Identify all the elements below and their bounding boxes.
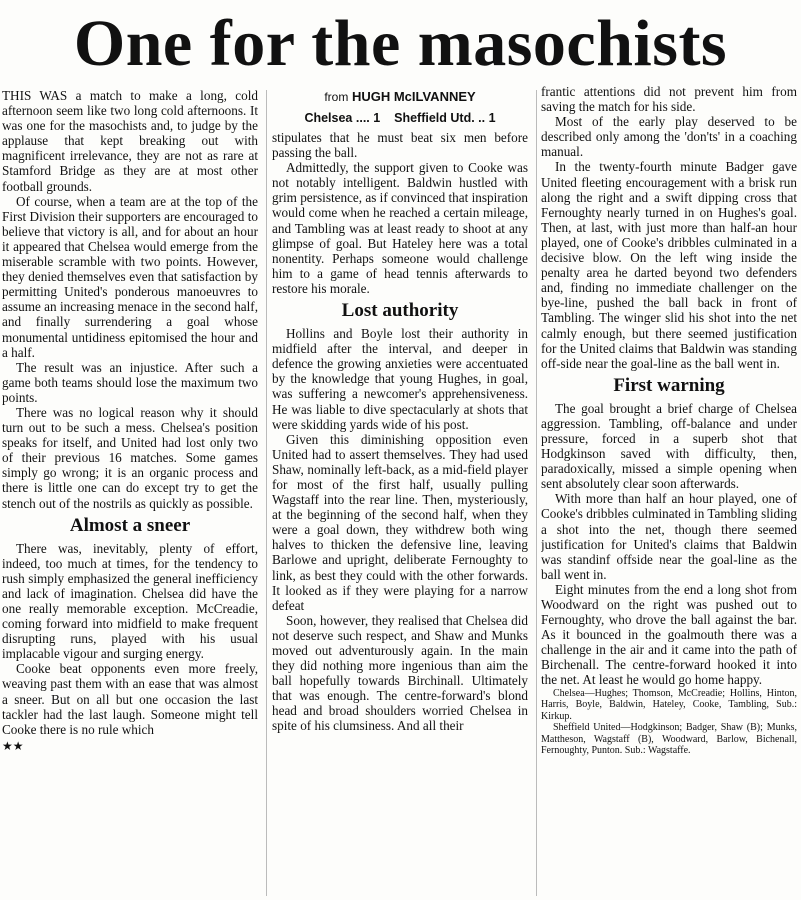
subheading: First warning <box>613 374 725 396</box>
paragraph: Hollins and Boyle lost their authority in midfield after the interval, and deeper in defence the growing anxieties were accentuated by the knowledge that young Hughes, in goal, was suffering a newcomer's apprehensiveness. He was liable to dive spectacularly at shots that were skidding yards wide of his post. <box>272 326 528 432</box>
paragraph: THIS WAS a match to make a long, cold afternoon seem like two long cold afternoons. It was one for the masochists and, to judge by the applause that kept breaking out with magnificent irrelevance, they are not as rare at Stamford Bridge as they are at most other football grounds. <box>2 88 258 194</box>
paragraph: Of course, when a team are at the top of the First Division their supporters are encouraged to believe that victory is all, and for about an hour it appeared that Chelsea would emerge from the miserable scramble with two points. However, they denied themselves even that satisfaction by permitting United's ponderous manoeuvres to assume an increasing menace in the second half, and finally surrendering a goal whose monumental untidiness epitomised the hour and a half. <box>2 193 258 360</box>
headline: One for the masochists <box>73 7 728 80</box>
away-team: Sheffield Utd. <box>394 111 475 125</box>
paragraph: Most of the early play deserved to be described only among the 'don'ts' in a coaching manual. <box>541 114 797 160</box>
paragraph: Given this diminishing opposition even United had to assert themselves. They had used Shaw, nominally left-back, as a mid-field player for most of the first half, usually pulling Wagstaff into the rear line. Then, mysteriously, at the beginning of the second half, when they were a goal down, they withdrew both wing halves to thicken the defensive line, leaving Barlowe and upright, deliberate Fernoughty to link, as best they could with the other forwards. It looked as if they were playing for a narrow defeat <box>272 431 528 613</box>
paragraph: The goal brought a brief charge of Chelsea aggression. Tambling, off-balance and under pressure, forced in a superb shot that Hodgkinson saved with difficulty, then, paradoxically, missed a simple opening when sent absolutely clear soon afterwards. <box>541 400 797 492</box>
column-3 <box>541 84 797 896</box>
away-goals: 1 <box>488 111 496 125</box>
paragraph: There was, inevitably, plenty of effort, indeed, too much at times, for the tendency to rush simply emphasized the general inefficiency and lack of imagination. Chelsea did have the one really memorable exception. McCreadie, coming forward into midfield to make frequent disrupting runs, played with his usual implacable vigour and surging energy. <box>2 540 258 662</box>
home-team: Chelsea <box>304 111 353 125</box>
byline-author: HUGH McILVANNEY <box>351 89 476 104</box>
column-2 <box>272 88 528 900</box>
paragraph: Admittedly, the support given to Cooke was not notably intelligent. Baldwin hustled with grim persistence, as if convinced that inspiration would come when he reached a certain mileage, and Tambling was at least ready to shoot at any glimpse of goal. But Hateley here was a total nonentity. Perhaps someone would challenge him to a game of head tennis afterwards to restore his morale. <box>272 160 528 296</box>
column-divider <box>266 90 267 896</box>
byline <box>272 88 528 106</box>
paragraph: Cooke beat opponents even more freely, weaving past them with an ease that was almost a sneer. But on all but one occasion the last tackler had the last laugh. Someone might tell Cooke there is no rule which <box>2 661 258 737</box>
byline-prefix: from <box>324 90 349 104</box>
paragraph: With more than half an hour played, one of Cooke's dribbles culminated in Tambling sliding a shot into the net, though there seemed justification for United's claims that Baldwin was standinf offside near the goal-line as the ball went in. <box>541 491 797 582</box>
paragraph: Eight minutes from the end a long shot from Woodward on the right was pushed out to Fernoughty, who drove the ball against the bar. As it bounced in the goalmouth there was a challenge in the air and it came into the path of Birchenall. The centre-forward hooked it into the net. At least he would go home happy. <box>541 581 797 688</box>
paragraph: stipulates that he must beat six men before passing the ball. <box>272 130 528 161</box>
end-stars: ★★ <box>2 738 24 753</box>
sheffield-lineup: Sheffield United—Hodgkinson; Badger, Shaw (B); Munks, Mattheson, Wagstaff (B), Woodward, Barlow, Bichenall, Fernoughty, Punton. Sub.: Wagstaffe. <box>541 722 797 757</box>
paragraph: Soon, however, they realised that Chelsea did not deserve such respect, and Shaw and Munks moved out adventurously again. In the main they did nothing more ingenious than aim the ball hopefully towards Birchinall. Ultimately that was enough. The centre-forward's blond head and broad shoulders worried Chelsea in spite of his clumsiness. And all their <box>272 612 528 734</box>
paragraph: The result was an injustice. After such a game both teams should lose the maximum two points. <box>2 359 258 405</box>
scoreline: Chelsea .... 1 Sheffield Utd. .. 1 <box>272 108 528 128</box>
paragraph: frantic attentions did not prevent him from saving the match for his side. <box>541 84 797 115</box>
paragraph: There was no logical reason why it should turn out to be such a mess. Chelsea's position speaks for itself, and United had lost only two of their previous 16 matches. Some games simply go wrong; it is an organic process and there is little one can do except try to get the stench out of the nostrils as quickly as possible. <box>2 404 258 511</box>
column-1 <box>2 88 258 900</box>
subheading: Almost a sneer <box>69 514 191 536</box>
team-lineups <box>541 688 797 757</box>
subheading: Lost authority <box>341 300 459 322</box>
chelsea-lineup: Chelsea—Hughes; Thomson, McCreadie; Hollins, Hinton, Harris, Boyle, Baldwin, Hateley, Cooke, Tambling, Sub.: Kirkup. <box>541 687 797 722</box>
paragraph: In the twenty-fourth minute Badger gave United fleeting encouragement with a brisk run along the right and a swift dipping cross that Fernoughty nearly turned in on Hughes's goal. Then, at last, with just more than half-an hour played, one of Cooke's dribbles culminated in a decisive blow. On the left wing inside the penalty area he darted beyond two defenders and, finding no immediate challenger on the bye-line, pushed the ball back in front of Tambling. The winger slid his shot into the net calmly enough, but there seemed justification for the United claims that Baldwin was standing off-side near the goal-line as the ball went in. <box>541 159 797 371</box>
home-goals: 1 <box>373 111 381 125</box>
column-divider <box>536 90 537 896</box>
